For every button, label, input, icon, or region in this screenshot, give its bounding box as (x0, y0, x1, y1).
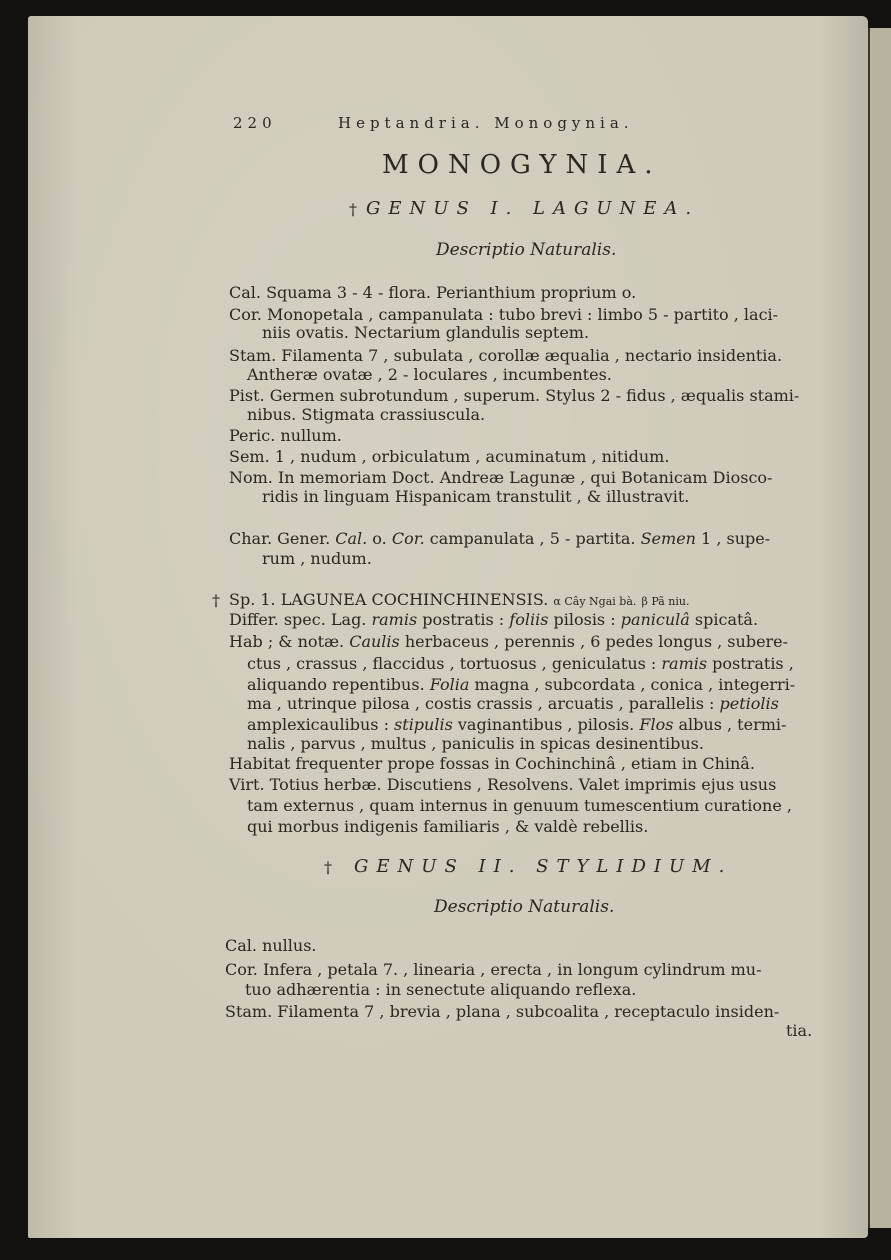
genus1-subheading: Descriptio Naturalis. (436, 240, 617, 260)
text-line: Nom. In memoriam Doct. Andreæ Lagunæ , qui Botanicam Diosco- (229, 468, 773, 487)
genus1-heading: GENUS I. LAGUNEA. (366, 198, 700, 219)
habit-line: Hab ; & notæ. Caulis herbaceus , perennis , 6 pedes longus , subere- (229, 632, 789, 651)
page-number: 220 (233, 114, 277, 132)
text-line: Peric. nullum. (229, 426, 342, 445)
habit-line: amplexicaulibus : stipulis vaginantibus , pilosis. Flos albus , termi- (247, 715, 787, 734)
text-line: Antheræ ovatæ , 2 - loculares , incumbentes. (247, 365, 612, 384)
differentia: Differ. spec. Lag. ramis postratis : foliis pilosis : paniculâ spicatâ. (229, 610, 759, 629)
section-title: MONOGYNIA. (382, 150, 662, 180)
genus2-subheading: Descriptio Naturalis. (434, 897, 615, 917)
habit-line: ma , utrinque pilosa , costis crassis , arcuatis , parallelis : petiolis (247, 694, 779, 713)
generic-character: Char. Gener. Cal. o. Cor. campanulata , 5 - partita. Semen 1 , supe- (229, 529, 771, 548)
virtue-line: qui morbus indigenis familiaris , & valdè rebellis. (247, 817, 649, 836)
text-line: Cal. nullus. (225, 936, 317, 955)
text-line: Cor. Monopetala , campanulata : tubo brevi : limbo 5 - partito , laci- (229, 305, 779, 324)
text-line: rum , nudum. (262, 549, 372, 568)
genus2-heading: GENUS II. STYLIDIUM. (354, 856, 733, 877)
habit-line: ctus , crassus , flaccidus , tortuosus , geniculatus : ramis postratis , (247, 654, 794, 673)
adjacent-page-edge (868, 28, 891, 1228)
habit-line: aliquando repentibus. Folia magna , subcordata , conica , integerri- (247, 675, 796, 694)
virtue-line: Virt. Totius herbæ. Discutiens , Resolvens. Valet imprimis ejus usus (229, 775, 777, 794)
text-line: Sem. 1 , nudum , orbiculatum , acuminatum , nitidum. (229, 447, 670, 466)
text-line: Cor. Infera , petala 7. , linearia , erecta , in longum cylindrum mu- (225, 960, 762, 979)
species-dagger: † (212, 591, 220, 610)
genus2-dagger: † (324, 858, 332, 877)
text-line: ridis in linguam Hispanicam transtulit , & illustravit. (262, 487, 690, 506)
text-line: Stam. Filamenta 7 , subulata , corollæ æqualia , nectario insidentia. (229, 346, 783, 365)
vernacular-name-alpha: α Cây Ngai bà. (553, 595, 637, 608)
genus1-dagger: † (349, 200, 357, 219)
running-title: Heptandria. Monogynia. (338, 114, 634, 132)
habit-line: nalis , parvus , multus , paniculis in spicas desinentibus. (247, 734, 704, 753)
text-line: tuo adhærentia : in senectute aliquando reflexa. (245, 980, 637, 999)
text-line: Stam. Filamenta 7 , brevia , plana , subcoalita , receptaculo insiden- (225, 1002, 780, 1021)
text-line: tia. (786, 1021, 813, 1040)
text-line: Pist. Germen subrotundum , superum. Stylus 2 - fidus , æqualis stami- (229, 386, 800, 405)
text-line: nibus. Stigmata crassiuscula. (247, 405, 486, 424)
text-line: niis ovatis. Nectarium glandulis septem. (262, 323, 590, 342)
vernacular-name-beta: β Pã niu. (641, 595, 690, 608)
text-line: Cal. Squama 3 - 4 - flora. Perianthium proprium o. (229, 283, 637, 302)
habitat-line: Habitat frequenter prope fossas in Cochinchinâ , etiam in Chinâ. (229, 754, 755, 773)
virtue-line: tam externus , quam internus in genuum tumescentium curatione , (247, 796, 792, 815)
species-heading: Sp. 1. LAGUNEA COCHINCHINENSIS. α Cây Ngai bà. β Pã niu. (229, 590, 690, 609)
